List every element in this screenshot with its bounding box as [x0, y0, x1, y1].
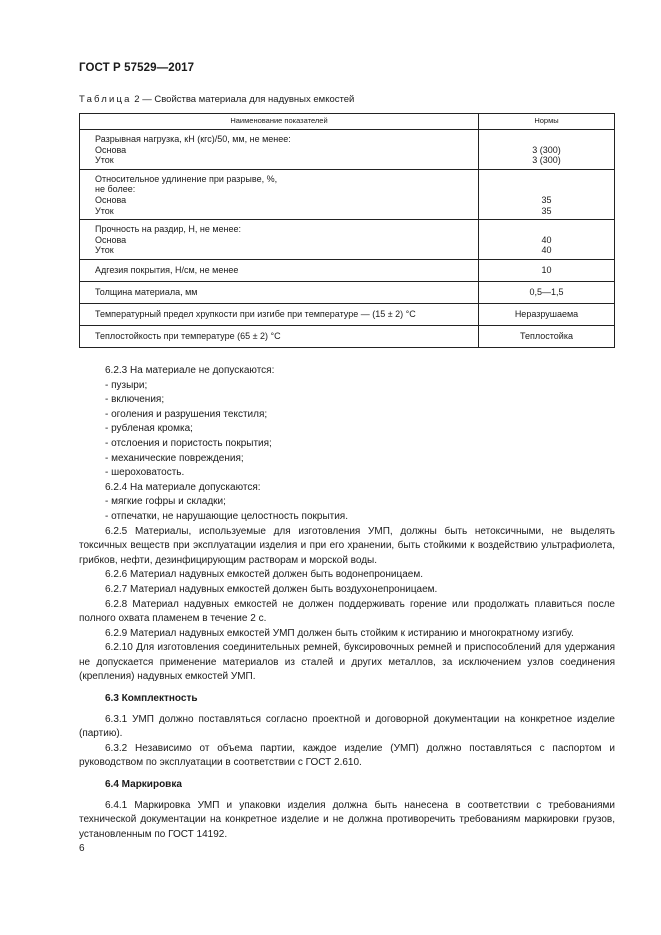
table-cell-norm: [479, 130, 615, 170]
table-cell-line: Основа: [95, 144, 127, 155]
paragraph-6-2-10: 6.2.10 Для изготовления соединительных ремней, буксировочных ремней и приспособлений для удержания не допускается применение материалов из сталей и других металлов, за исключением узлов соединения (крепления) надувных емкостей УМП.: [79, 642, 615, 683]
list-item: - отпечатки, не нарушающие целостность покрытия.: [105, 510, 349, 522]
table-cell-line: Температурный предел хрупкости при изгибе при температуре — (15 ± 2) °С: [95, 309, 416, 320]
table-caption-text: 2 — Свойства материала для надувных емкостей: [134, 94, 355, 105]
paragraph-6-2-4: 6.2.4 На материале допускаются:: [105, 481, 261, 493]
table-cell-line: Основа: [95, 234, 127, 245]
table-cell-name: [80, 325, 479, 347]
table-cell-line: 3 (300): [532, 155, 561, 166]
table-row: [80, 281, 615, 303]
list-6-2-4: [79, 495, 615, 524]
table-cell-line: Относительное удлинение при разрыве, %,: [95, 173, 278, 184]
table-caption-label: Таблица: [79, 94, 132, 105]
table-cell-norm: [479, 220, 615, 260]
table-row: [80, 325, 615, 347]
list-item: - отслоения и пористость покрытия;: [105, 437, 272, 449]
list-6-2-3: [79, 379, 615, 481]
table-cell-line: Толщина материала, мм: [95, 287, 198, 298]
table-body: [80, 130, 615, 348]
table-cell-line: не более:: [95, 184, 136, 195]
column-header-norm: Нормы: [479, 114, 615, 130]
table-cell-line: 35: [541, 194, 552, 205]
document-body: [79, 364, 615, 842]
table-cell-line: Теплостойкость при температуре (65 ± 2) °С: [95, 331, 281, 342]
table-cell-line: Неразрушаема: [514, 309, 579, 320]
list-item: - мягкие гофры и складки;: [105, 496, 226, 508]
table-row: [80, 130, 615, 170]
table-cell-norm: [479, 325, 615, 347]
list-item: - шероховатость.: [105, 467, 185, 479]
table-cell-line: Уток: [95, 205, 114, 216]
paragraph-6-2-6: 6.2.6 Материал надувных емкостей должен быть водонепроницаем.: [105, 569, 423, 581]
paragraph-6-2-7: 6.2.7 Материал надувных емкостей должен быть воздухонепроницаем.: [105, 583, 438, 595]
list-item: - пузыри;: [105, 379, 148, 391]
list-item: - механические повреждения;: [105, 452, 244, 464]
table-row: [80, 259, 615, 281]
table-cell-line: Теплостойка: [520, 331, 573, 342]
table-row: [80, 303, 615, 325]
column-header-name: Наименование показателей: [80, 114, 479, 130]
table-cell-line: Уток: [95, 155, 114, 166]
table-cell-line: Прочность на раздир, Н, не менее:: [95, 224, 242, 235]
table-header-row: [80, 114, 615, 130]
table-cell-line: Адгезия покрытия, Н/см, не менее: [95, 265, 239, 276]
table-cell-name: [80, 130, 479, 170]
list-item: - включения;: [105, 394, 165, 406]
table-row: [80, 169, 615, 219]
table-cell-line: [483, 134, 610, 145]
paragraph-6-2-3: 6.2.3 На материале не допускаются:: [105, 365, 275, 376]
paragraph-6-4-1: 6.4.1 Маркировка УМП и упаковки изделия должна быть нанесена в соответствии с требованиями технической документации на конкретное изделие и не должна противоречить требованиям маркировки грузов, установленным по ГОСТ 14192.: [79, 799, 615, 840]
paragraph-6-2-8: 6.2.8 Материал надувных емкостей не должен поддерживать горение или продолжать плавиться после полного охвата пламенем в течение 2 с.: [79, 598, 615, 625]
table-cell-line: [483, 224, 610, 235]
table-cell-name: [80, 281, 479, 303]
table-caption: [79, 94, 354, 105]
paragraph-6-3-2: 6.3.2 Независимо от объема партии, каждое изделие (УМП) должно поставляться с паспортом и руководством по эксплуатации в соответствии с ГОСТ 2.610.: [79, 742, 615, 769]
table-cell-line: 40: [541, 234, 552, 245]
table-cell-norm: [479, 281, 615, 303]
table-cell-name: [80, 259, 479, 281]
table-cell-norm: [479, 303, 615, 325]
list-item: - рубленая кромка;: [105, 423, 193, 435]
table-cell-name: [80, 303, 479, 325]
table-cell-norm: [479, 259, 615, 281]
table-cell-line: Уток: [95, 245, 114, 256]
table-cell-line: 3 (300): [532, 144, 561, 155]
table-cell-line: [483, 174, 610, 185]
paragraph-6-2-9: 6.2.9 Материал надувных емкостей УМП должен быть стойким к истиранию и многократному изгибу.: [105, 627, 574, 639]
table-cell-line: Основа: [95, 194, 127, 205]
table-cell-norm: [479, 169, 615, 219]
document-header: ГОСТ Р 57529—2017: [79, 62, 195, 74]
paragraph-6-3-1: 6.3.1 УМП должно поставляться согласно проектной и договорной документации на конкретное изделие (партию).: [79, 713, 615, 740]
table-cell-name: [80, 220, 479, 260]
table-row: [80, 220, 615, 260]
paragraph-6-2-5: 6.2.5 Материалы, используемые для изготовления УМП, должны быть нетоксичными, не выделять токсичных веществ при эксплуатации изделия и при его хранении, быть стойкими к воздействию ультрафиолета, грибков, нефти, дезинфицирующим растворам и морской воды.: [79, 525, 615, 566]
page-number: 6: [79, 843, 85, 854]
table-cell-line: 0,5—1,5: [529, 287, 564, 298]
table-cell-line: 10: [541, 265, 552, 276]
table-cell-line: [483, 184, 610, 195]
properties-table: [79, 113, 615, 348]
section-heading-6-3: 6.3 Комплектность: [105, 693, 198, 705]
section-heading-6-4: 6.4 Маркировка: [105, 779, 182, 791]
table-cell-line: 35: [541, 205, 552, 216]
list-item: - оголения и разрушения текстиля;: [105, 408, 268, 420]
table-cell-line: 40: [541, 245, 552, 256]
table-cell-name: [80, 169, 479, 219]
table-cell-line: Разрывная нагрузка, кН (кгс)/50, мм, не менее:: [95, 134, 291, 144]
